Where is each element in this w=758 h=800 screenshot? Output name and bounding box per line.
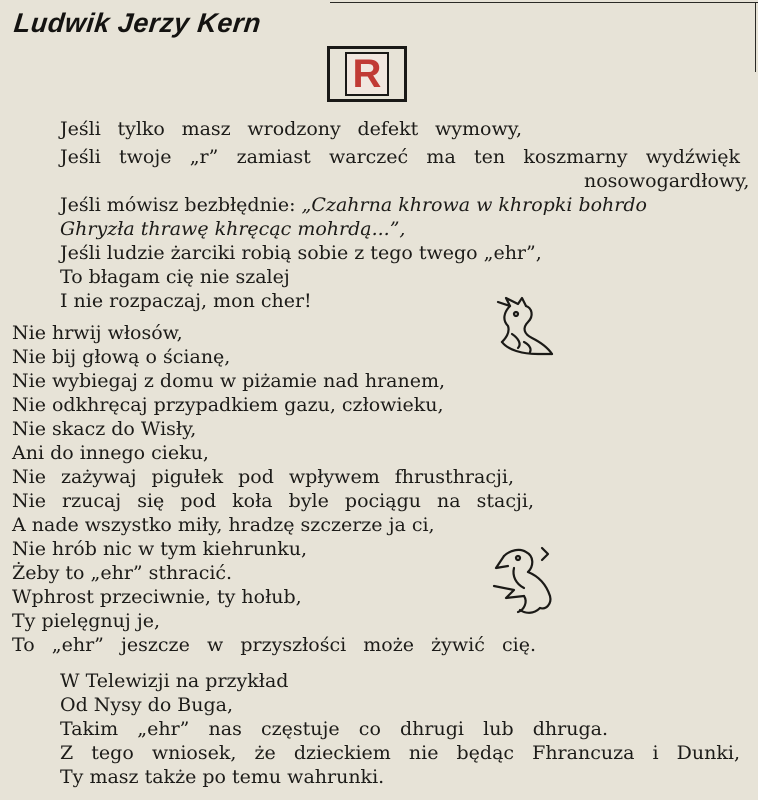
author-name: Ludwik Jerzy Kern (12, 8, 263, 38)
poem-line: Ty pielęgnuj je, (12, 610, 160, 632)
poem-line: Nie rzucaj się pod koła byle pociągu na stacji, (12, 490, 534, 512)
poem-line: Nie odkhręcaj przypadkiem gazu, człowieku, (12, 394, 444, 416)
poem-quote: „Czahrna khrowa w khropki bohrdo (301, 194, 647, 216)
poem-line: Nie skacz do Wisły, (12, 418, 197, 440)
bird-doodle-icon (488, 294, 560, 360)
poem-line: Nie hrób nic w tym kiehrunku, (12, 538, 308, 560)
poem-quote: Ghryzła thrawę khręcąc mohrdą...”, (60, 218, 406, 240)
poem-line (60, 194, 647, 217)
right-rule (755, 2, 756, 72)
poem-line: Żeby to „ehr” sthracić. (12, 562, 233, 584)
poem-line: nosowogardłowy, (584, 170, 750, 192)
poem-line: Ani do innego cieku, (12, 442, 209, 464)
poem-line: Jeśli ludzie żarciki robią sobie z tego twego „ehr”, (60, 242, 542, 264)
figure-doodle-icon (484, 544, 566, 618)
poem-line: Nie hrwij włosów, (12, 322, 183, 344)
poem-line: Nie wybiegaj z domu w piżamie nad hranem, (12, 370, 446, 392)
poem-line: Z tego wniosek, że dzieckiem nie będąc Fhrancuza i Dunki, (60, 742, 740, 764)
poem-line: Jeśli tylko masz wrodzony defekt wymowy, (60, 118, 522, 140)
poem-line (60, 218, 405, 241)
title-box (327, 46, 407, 102)
poem-line: Nie zażywaj pigułek pod wpływem fhrusthracji, (12, 466, 514, 488)
poem-line: Nie bij głową o ścianę, (12, 346, 231, 368)
poem-line: Ty masz także po temu wahrunki. (60, 766, 385, 788)
poem-line: A nade wszystko miły, hradzę szczerze ja ci, (12, 514, 435, 536)
poem-line: W Telewizji na przykład (60, 670, 289, 692)
poem-line: Jeśli twoje „r” zamiast warczeć ma ten koszmarny wydźwięk (60, 146, 740, 168)
poem-line-part: Jeśli mówisz bezbłędnie: (60, 194, 302, 216)
poem-title: R (345, 52, 390, 96)
top-rule (330, 2, 758, 3)
poem-line: Od Nysy do Buga, (60, 694, 234, 716)
poem-line: To błagam cię nie szalej (60, 266, 290, 288)
poem-line: Takim „ehr” nas częstuje co dhrugi lub dhruga. (60, 718, 608, 740)
poem-line: I nie rozpaczaj, mon cher! (60, 290, 312, 312)
poem-line: Wphrost przeciwnie, ty hołub, (12, 586, 302, 608)
poem-line: To „ehr” jeszcze w przyszłości może żywić cię. (12, 634, 536, 656)
